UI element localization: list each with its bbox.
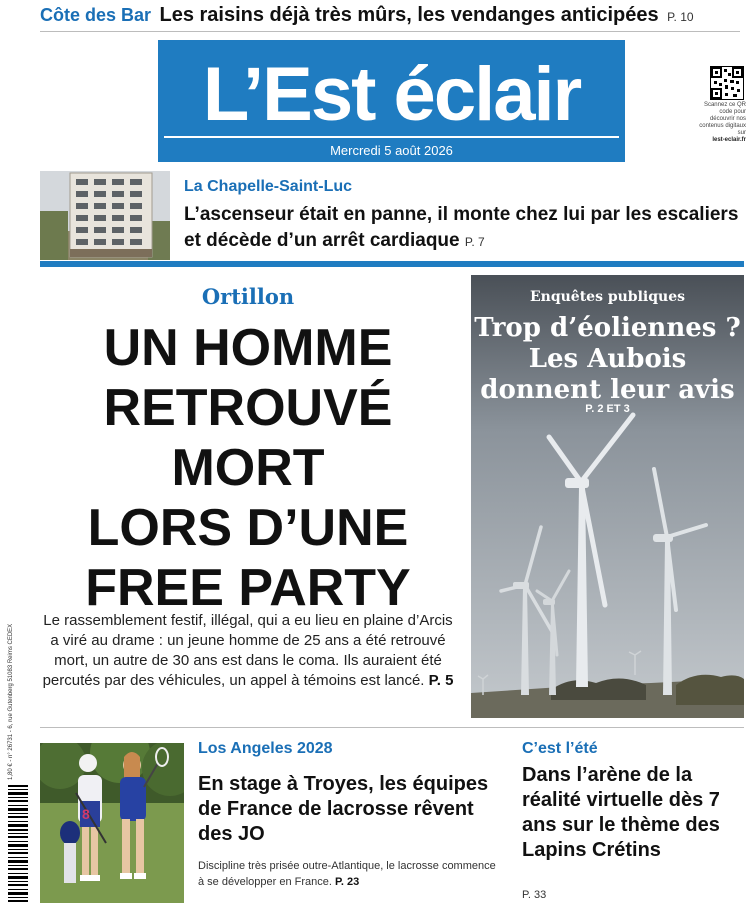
- top-teaser-kicker: Côte des Bar: [40, 5, 152, 25]
- top-teaser-headline[interactable]: Les raisins déjà très mûrs, les vendanges anticipées: [159, 4, 659, 26]
- masthead: [158, 40, 625, 162]
- main-story-body: [40, 611, 456, 691]
- lacrosse-text: Discipline très prisée outre-Atlantique, le lacrosse commence à se développer en France.: [198, 860, 496, 888]
- top-teaser[interactable]: [40, 4, 740, 32]
- ete-kicker: C’est l’été: [522, 740, 598, 757]
- lacrosse-page: P. 23: [334, 876, 360, 888]
- main-headline-line: RETROUVÉ: [103, 379, 393, 437]
- main-headline-line: MORT: [171, 439, 325, 497]
- chapelle-kicker: La Chapelle-Saint-Luc: [184, 178, 353, 195]
- main-headline-line: UN HOMME: [103, 319, 393, 377]
- issue-date: Mercredi 5 août 2026: [164, 136, 619, 162]
- building-photo: [40, 171, 170, 260]
- main-story-page: P. 5: [428, 672, 454, 689]
- main-headline-line: FREE PARTY: [85, 559, 411, 617]
- newspaper-logo: L’Est éclair: [202, 52, 581, 137]
- lacrosse-summary: [198, 858, 498, 890]
- section-divider: [40, 727, 744, 728]
- wind-feature-page: P. 2 ET 3: [585, 403, 630, 415]
- wind-turbines-feature[interactable]: [471, 275, 744, 718]
- ete-page: P. 33: [522, 889, 547, 901]
- wind-feature-headline[interactable]: Trop d’éoliennes ? Les Aubois donnent leur avis: [474, 313, 741, 405]
- chapelle-headline[interactable]: [184, 202, 744, 255]
- main-story-headline[interactable]: [40, 318, 456, 618]
- main-story-text: Le rassemblement festif, illégal, qui a eu lieu en plaine d’Arcis a viré au drame : un jeune homme de 25 ans a été retrouvé mort, un autre de 30 ans est dans le coma. Ils auraient été percutés par des véhicules, un appel à témoins est lancé.: [42, 612, 453, 689]
- chapelle-teaser[interactable]: [40, 171, 744, 267]
- imprint-text: 1,80 € - n° 26731 - 6, rue Gutenberg 51083 Reims CEDEX: [8, 623, 14, 780]
- lacrosse-photo: [40, 743, 184, 903]
- ete-headline[interactable]: Dans l’arène de la réalité virtuelle dès 7 ans sur le thème des Lapins Crétins: [522, 764, 720, 861]
- imprint: [8, 570, 24, 780]
- svg-text:8: 8: [82, 806, 90, 822]
- chapelle-page: P. 7: [464, 235, 485, 249]
- main-story-kicker: Ortillon: [201, 284, 295, 309]
- main-headline-line: LORS D’UNE: [87, 499, 409, 557]
- top-teaser-page: P. 10: [667, 10, 694, 24]
- qr-caption-text: Scannez ce QR code pour découvrir nos contenus digitaux sur: [699, 102, 746, 136]
- wind-feature-kicker: Enquêtes publiques: [529, 289, 685, 305]
- lacrosse-headline[interactable]: En stage à Troyes, les équipes de France de lacrosse rêvent des JO: [198, 773, 489, 845]
- barcode-icon: [6, 783, 30, 905]
- lacrosse-kicker: Los Angeles 2028: [198, 740, 333, 757]
- qr-url-link[interactable]: lest-eclair.fr: [712, 137, 746, 143]
- qr-caption: [694, 102, 746, 144]
- chapelle-headline-text[interactable]: L’ascenseur était en panne, il monte chez lui par les escaliers et décède d’un arrêt cardiaque: [184, 204, 739, 251]
- qr-code-icon[interactable]: [710, 66, 744, 100]
